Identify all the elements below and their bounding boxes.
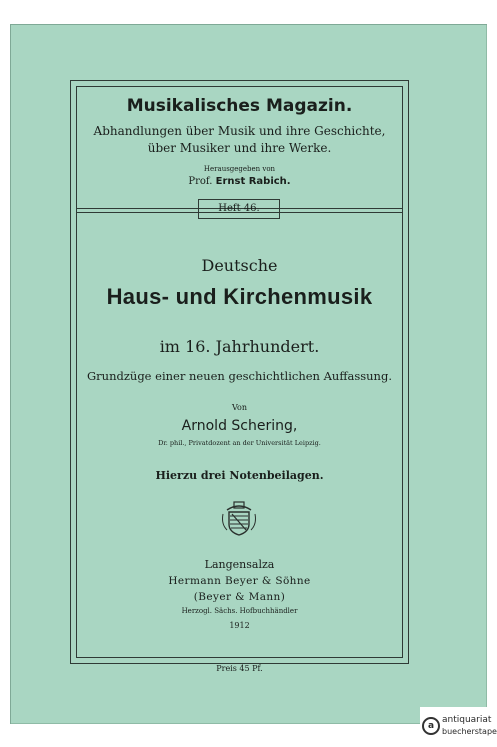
- author-name: Arnold Schering,: [181, 418, 298, 434]
- seller-watermark: [420, 707, 497, 747]
- publisher-city: Langensalza: [204, 558, 275, 571]
- coat-of-arms-icon: [219, 500, 259, 538]
- book-title-line1: Deutsche: [201, 256, 278, 275]
- magazine-subtitle-line1: Abhandlungen über Musik und ihre Geschichte,: [93, 124, 386, 138]
- editor-label: Herausgegeben von: [203, 165, 276, 173]
- publisher-title: Herzogl. Sächs. Hofbuchhändler: [181, 607, 298, 615]
- watermark-logo-icon: a: [422, 717, 440, 735]
- author-info: Dr. phil., Privatdozent an der Universität Leipzig.: [158, 439, 321, 447]
- editor-line: [76, 176, 403, 187]
- watermark-line2: buecherstape: [442, 727, 497, 736]
- book-subtitle: Grundzüge einer neuen geschichtlichen Auffassung.: [87, 369, 392, 383]
- by-label: Von: [231, 403, 247, 412]
- magazine-title: Musikalisches Magazin.: [126, 96, 353, 116]
- price-label: Preis 45 Pf.: [216, 664, 263, 673]
- supplements-note: Hierzu drei Notenbeilagen.: [155, 469, 324, 482]
- editor-name: Ernst Rabich.: [215, 176, 291, 187]
- editor-prefix: Prof.: [188, 176, 213, 187]
- book-title-line3: im 16. Jahrhundert.: [159, 337, 320, 356]
- publisher-name: Hermann Beyer & Söhne: [168, 575, 311, 587]
- issue-label: Heft 46.: [198, 199, 280, 219]
- publication-year: 1912: [229, 621, 250, 630]
- book-title-line2: Haus- und Kirchenmusik: [106, 284, 373, 309]
- watermark-line1: antiquariat: [442, 715, 492, 725]
- magazine-subtitle-line2: über Musiker und ihre Werke.: [147, 141, 332, 155]
- publisher-name-paren: (Beyer & Mann): [193, 591, 286, 603]
